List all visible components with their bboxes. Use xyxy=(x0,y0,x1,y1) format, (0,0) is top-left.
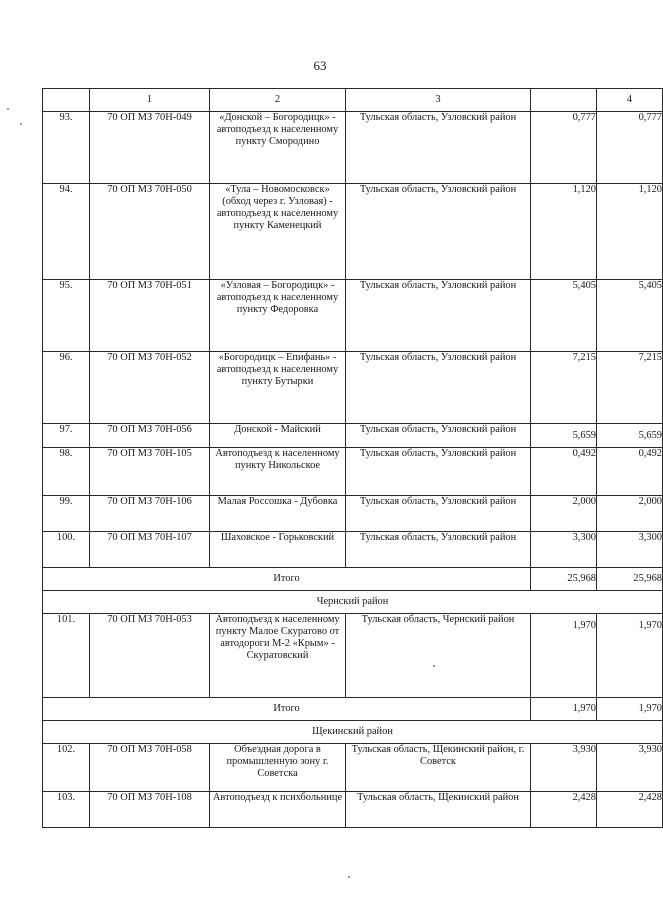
table-row xyxy=(43,280,663,352)
table-row xyxy=(43,352,663,424)
road-name: Объездная дорога в промышленную зону г. Советска xyxy=(210,744,346,792)
subtotal-label: Итого xyxy=(43,568,531,591)
road-name: Шаховское - Горьковский xyxy=(210,532,346,568)
subtotal-length: 1,970 xyxy=(531,698,597,721)
subtotal-length: 25,968 xyxy=(531,568,597,591)
row-number: 98. xyxy=(43,448,90,496)
road-length: 2,000 xyxy=(531,496,597,532)
row-number: 103. xyxy=(43,792,90,828)
page-number: 63 xyxy=(313,58,327,73)
road-length: 1,970 xyxy=(531,614,597,698)
row-number: 99. xyxy=(43,496,90,532)
table-row xyxy=(43,424,663,448)
section-row xyxy=(43,591,663,614)
road-region: Тульская область, Узловский район xyxy=(346,352,531,424)
road-length-total: 3,300 xyxy=(597,532,663,568)
road-length-total: 7,215 xyxy=(597,352,663,424)
road-region: Тульская область, Узловский район xyxy=(346,184,531,280)
row-number: 96. xyxy=(43,352,90,424)
road-code: 70 ОП МЗ 70Н-107 xyxy=(90,532,210,568)
section-row xyxy=(43,721,663,744)
row-number: 95. xyxy=(43,280,90,352)
subtotal-label: Итого xyxy=(43,698,531,721)
road-length-total: 0,777 xyxy=(597,112,663,184)
road-length: 7,215 xyxy=(531,352,597,424)
road-length: 5,659 xyxy=(531,424,597,448)
road-name: Донской - Майский xyxy=(210,424,346,448)
road-length-total: 1,970 xyxy=(597,614,663,698)
road-region: Тульская область, Чернский район xyxy=(346,614,531,698)
road-name: Малая Россошка - Дубовка xyxy=(210,496,346,532)
road-code: 70 ОП МЗ 70Н-105 xyxy=(90,448,210,496)
subtotal-length-total: 25,968 xyxy=(597,568,663,591)
road-region: Тульская область, Узловский район xyxy=(346,112,531,184)
road-code: 70 ОП МЗ 70Н-108 xyxy=(90,792,210,828)
road-code: 70 ОП МЗ 70Н-058 xyxy=(90,744,210,792)
row-number: 97. xyxy=(43,424,90,448)
header-cell-blank xyxy=(43,89,90,112)
road-name: «Тула – Новомосковск» (обход через г. Узловая) - автоподъезд к населенному пункту Каменецкий xyxy=(210,184,346,280)
road-region: Тульская область, Узловский район xyxy=(346,448,531,496)
road-name: Автоподъезд к населенному пункту Никольское xyxy=(210,448,346,496)
road-code: 70 ОП МЗ 70Н-106 xyxy=(90,496,210,532)
road-region: Тульская область, Щекинский район xyxy=(346,792,531,828)
road-length-total: 5,659 xyxy=(597,424,663,448)
scan-speck xyxy=(348,876,350,878)
road-length: 1,120 xyxy=(531,184,597,280)
road-length: 2,428 xyxy=(531,792,597,828)
road-length: 3,930 xyxy=(531,744,597,792)
table-row xyxy=(43,792,663,828)
row-number: 102. xyxy=(43,744,90,792)
scan-speck xyxy=(7,108,9,110)
road-length-total: 0,492 xyxy=(597,448,663,496)
header-row xyxy=(43,89,663,112)
road-code: 70 ОП МЗ 70Н-053 xyxy=(90,614,210,698)
scan-speck xyxy=(433,665,435,667)
header-cell xyxy=(531,89,597,112)
road-length-total: 1,120 xyxy=(597,184,663,280)
road-code: 70 ОП МЗ 70Н-051 xyxy=(90,280,210,352)
table-row xyxy=(43,184,663,280)
road-code: 70 ОП МЗ 70Н-052 xyxy=(90,352,210,424)
table-row xyxy=(43,532,663,568)
table-row xyxy=(43,614,663,698)
road-length: 0,492 xyxy=(531,448,597,496)
road-region: Тульская область, Узловский район xyxy=(346,496,531,532)
table-row xyxy=(43,496,663,532)
road-code: 70 ОП МЗ 70Н-050 xyxy=(90,184,210,280)
row-number: 100. xyxy=(43,532,90,568)
road-name: «Узловая – Богородицк» - автоподъезд к населенному пункту Федоровка xyxy=(210,280,346,352)
table-row xyxy=(43,744,663,792)
subtotal-row xyxy=(43,568,663,591)
road-length-total: 5,405 xyxy=(597,280,663,352)
header-cell: 2 xyxy=(210,89,346,112)
subtotal-length-total: 1,970 xyxy=(597,698,663,721)
row-number: 93. xyxy=(43,112,90,184)
road-code: 70 ОП МЗ 70Н-056 xyxy=(90,424,210,448)
road-region: Тульская область, Щекинский район, г. Советск xyxy=(346,744,531,792)
section-title: Чернский район xyxy=(43,591,663,614)
road-region: Тульская область, Узловский район xyxy=(346,280,531,352)
road-length: 0,777 xyxy=(531,112,597,184)
road-name: Автоподъезд к психбольнице xyxy=(210,792,346,828)
header-cell: 3 xyxy=(346,89,531,112)
roads-table xyxy=(42,88,663,828)
road-region: Тульская область, Узловский район xyxy=(346,532,531,568)
road-name: «Богородицк – Епифань» - автоподъезд к населенному пункту Бутырки xyxy=(210,352,346,424)
header-cell: 4 xyxy=(597,89,663,112)
subtotal-row xyxy=(43,698,663,721)
header-cell: 1 xyxy=(90,89,210,112)
road-length: 5,405 xyxy=(531,280,597,352)
road-region: Тульская область, Узловский район xyxy=(346,424,531,448)
row-number: 101. xyxy=(43,614,90,698)
road-code: 70 ОП МЗ 70Н-049 xyxy=(90,112,210,184)
table-row xyxy=(43,112,663,184)
road-name: Автоподъезд к населенному пункту Малое Скуратово от автодороги М-2 «Крым» - Скуратовский xyxy=(210,614,346,698)
road-length-total: 2,428 xyxy=(597,792,663,828)
road-length-total: 3,930 xyxy=(597,744,663,792)
road-length: 3,300 xyxy=(531,532,597,568)
road-length-total: 2,000 xyxy=(597,496,663,532)
table-row xyxy=(43,448,663,496)
road-name: «Донской – Богородицк» - автоподъезд к населенному пункту Смородино xyxy=(210,112,346,184)
row-number: 94. xyxy=(43,184,90,280)
scan-speck xyxy=(20,123,22,125)
section-title: Щекинский район xyxy=(43,721,663,744)
